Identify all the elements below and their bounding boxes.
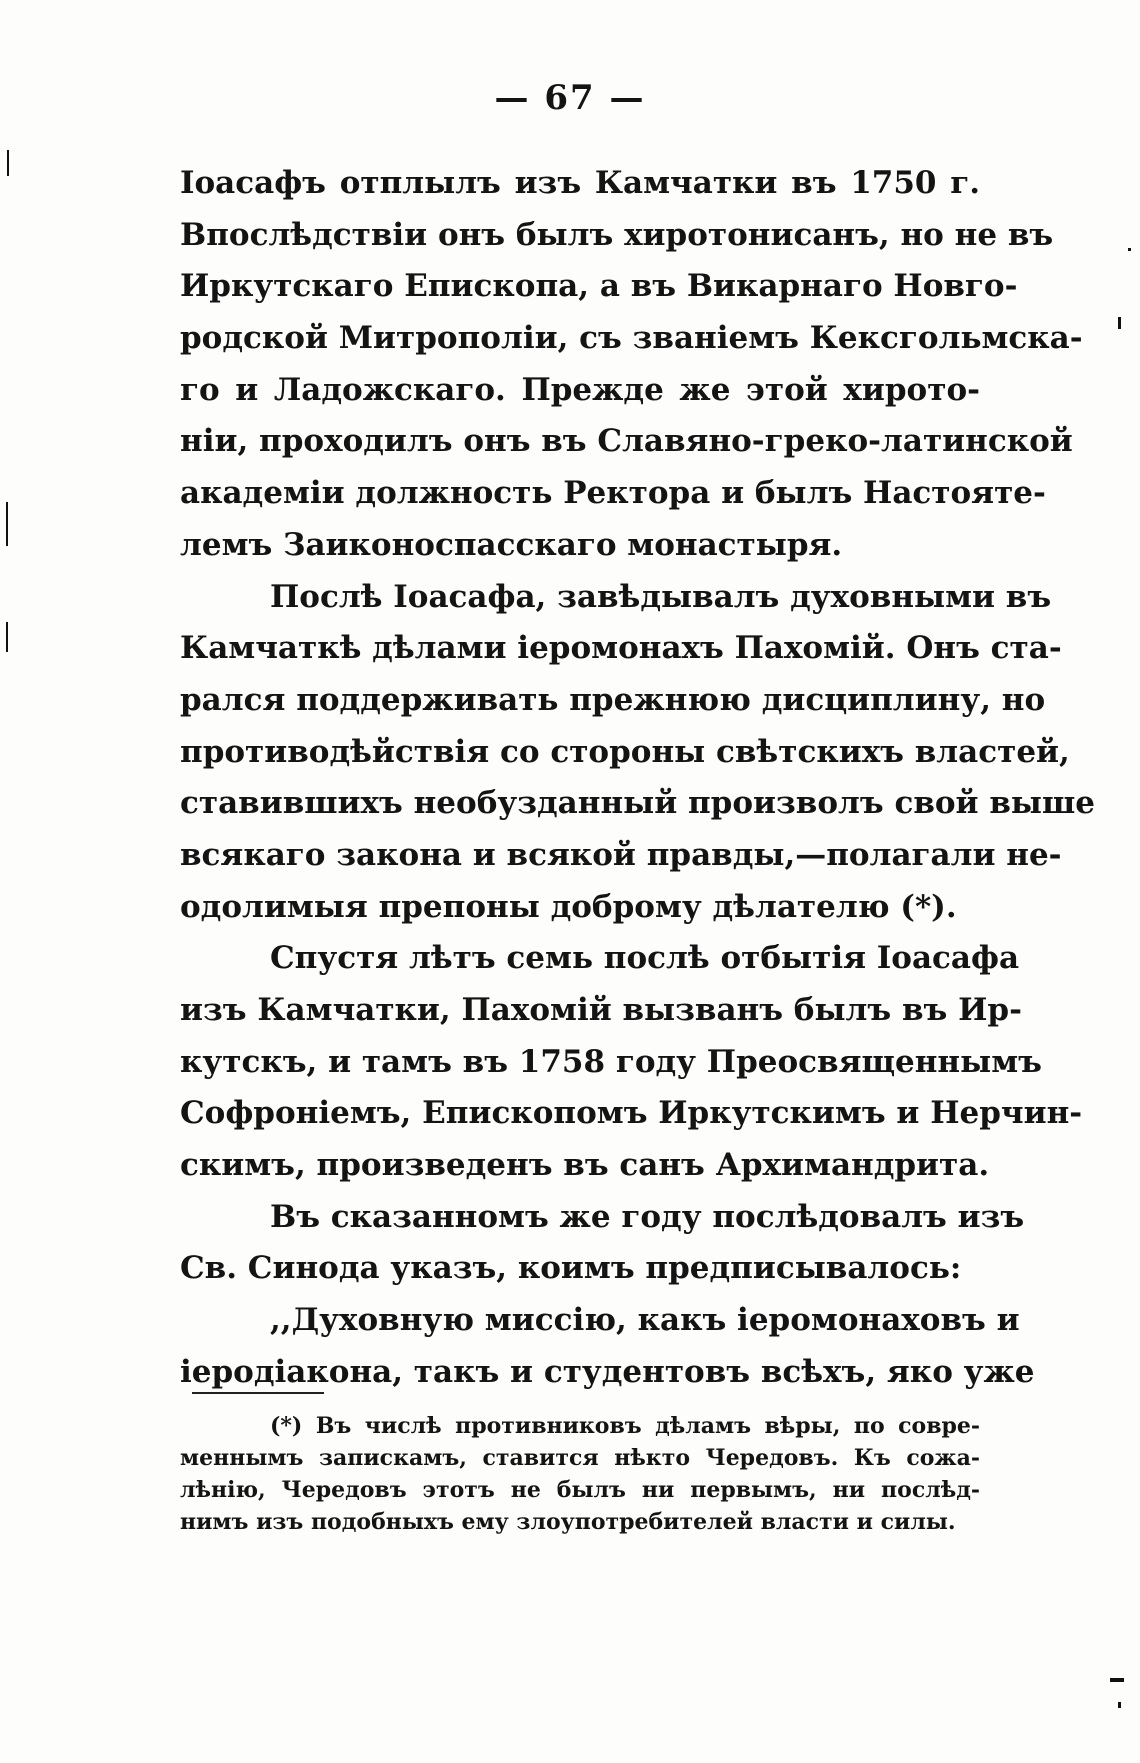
main-text [180, 158, 1095, 1399]
text-line: іеродіакона, такъ и студентовъ всѣхъ, яко уже [180, 1353, 1035, 1390]
footnote-line: меннымъ запискамъ, ставится нѣкто Чередовъ. Къ сожа- [180, 1445, 980, 1471]
text-line: всякаго закона и всякой правды,—полагали не- [180, 836, 1062, 873]
text-line: ,,Духовную миссію, какъ іеромонаховъ и [270, 1302, 1020, 1339]
text-line: Въ сказанномъ же году послѣдовалъ изъ [270, 1198, 1025, 1235]
scan-speck [1128, 248, 1131, 251]
text-line: Послѣ Іоасафа, завѣдывалъ духовными въ [270, 578, 1052, 615]
scan-speck [1118, 317, 1121, 329]
page-number: — 67 — [494, 78, 646, 118]
text-line: скимъ, произведенъ въ санъ Архимандрита. [180, 1147, 990, 1184]
footnote [180, 1410, 980, 1538]
footnote-separator [192, 1392, 324, 1394]
text-line: Спустя лѣтъ семь послѣ отбытія Іоасафа [270, 940, 1020, 977]
text-line: Камчаткѣ дѣлами іеромонахъ Пахомій. Онъ ста- [180, 630, 1062, 667]
text-line: ніи, проходилъ онъ въ Славяно-греко-латинской [180, 423, 1073, 460]
text-line: Иркутскаго Епископа, а въ Викарнаго Новго- [180, 268, 1018, 305]
text-line: го и Ладожскаго. Прежде же этой хирото- [180, 371, 980, 408]
footnote-line: лѣнію, Чередовъ этотъ не былъ ни первымъ, ни послѣд- [180, 1477, 980, 1503]
scan-speck [1118, 1702, 1121, 1708]
scan-speck [6, 622, 8, 652]
text-line: Впослѣдствіи онъ былъ хиротонисанъ, но не въ [180, 216, 1054, 253]
text-line: противодѣйствія со стороны свѣтскихъ властей, [180, 733, 1070, 770]
scan-speck [1110, 1678, 1124, 1682]
scan-speck [6, 502, 8, 546]
text-line: изъ Камчатки, Пахомій вызванъ былъ въ Ир- [180, 992, 1022, 1028]
footnote-line: (*) Въ числѣ противниковъ дѣламъ вѣры, по совре- [270, 1413, 980, 1439]
text-line: рался поддерживать прежнюю дисциплину, но [180, 681, 1046, 718]
text-line: родской Митрополіи, съ званіемъ Кексгольмска- [180, 320, 1083, 357]
text-line: ставившихъ необузданный произволъ свой выше [180, 785, 1095, 822]
text-line: лемъ Заиконоспасскаго монастыря. [180, 526, 843, 563]
text-line: одолимыя препоны доброму дѣлателю (*). [180, 888, 957, 925]
text-line: Іоасафъ отплылъ изъ Камчатки въ 1750 г. [180, 165, 980, 201]
text-line: кутскъ, и тамъ въ 1758 году Преосвященнымъ [180, 1043, 1042, 1080]
scan-speck [7, 150, 9, 176]
text-line: академіи должность Ректора и былъ Настояте- [180, 475, 1046, 512]
text-line: Софроніемъ, Епископомъ Иркутскимъ и Нерчин- [180, 1095, 1083, 1132]
footnote-line: нимъ изъ подобныхъ ему злоупотребителей власти и силы. [180, 1509, 956, 1535]
text-line: Св. Синода указъ, коимъ предписывалось: [180, 1250, 962, 1287]
